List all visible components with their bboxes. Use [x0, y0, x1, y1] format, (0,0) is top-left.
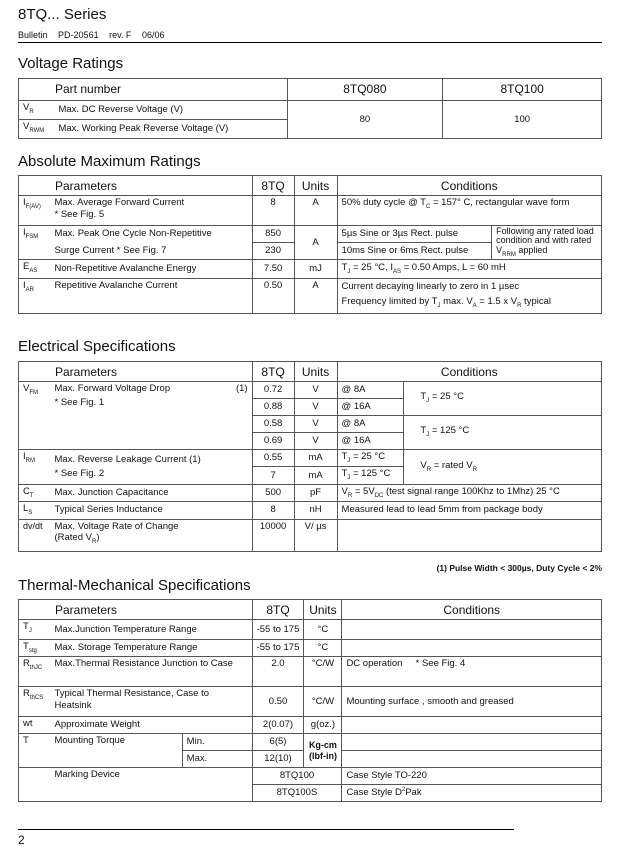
unit-iar: A [294, 279, 337, 314]
value-irm-1: 0.55 [252, 450, 294, 467]
value-vfm-3: 0.58 [252, 416, 294, 433]
bulletin-line [18, 30, 172, 40]
value-ls: 8 [252, 502, 294, 519]
header-parameters: Parameters [19, 176, 253, 196]
absolute-max-table [18, 175, 602, 314]
value-ifsm-1: 850 [252, 226, 294, 243]
unit-irm-1: mA [294, 450, 337, 467]
value-8tq100: 100 [443, 101, 602, 139]
symbol-vrwm: $V_{RWM}$ [19, 120, 55, 139]
bulletin-doc: PD-20561 [58, 30, 99, 40]
param-marking-device: Marking Device [50, 768, 252, 802]
param-junction-temp: Max.Junction Temperature Range [50, 620, 252, 640]
header-units: Units [294, 176, 337, 196]
param-junction-capacitance: Max. Junction Capacitance [50, 484, 252, 501]
unit-rthjc: °C/W [304, 657, 342, 687]
case-style-d2pak: Case Style $D^2Pak$ [342, 785, 602, 802]
cond-ifav: 50% duty cycle @ $T_C = 157^\circ$ C, rectangular wave form [337, 196, 601, 226]
part-8tq080: 8TQ080 [287, 79, 443, 101]
cond-ifsm-following: Following any rated load condition and with rated $V_{RRM}$ applied [492, 226, 602, 260]
cond-ifsm-2: 10ms Sine or 6ms Rect. pulse [337, 243, 492, 260]
header-conditions: Conditions [337, 176, 601, 196]
param-mounting-torque: Mounting Torque [50, 734, 182, 768]
part-number-header: Part number [19, 79, 288, 101]
symbol-ifsm: $I_{FSM}$ [19, 226, 51, 243]
header-8tq: 8TQ [252, 600, 304, 620]
symbol-ct: $C_T$ [19, 484, 51, 501]
value-rthcs: 0.50 [252, 687, 304, 717]
param-rth-case-heatsink: Typical Thermal Resistance, Case to Heatsink [50, 687, 252, 717]
value-wt: 2(0.07) [252, 717, 304, 734]
torque-min-label: Min. [182, 734, 252, 751]
cond-vfm-tj125: $T_J = 125$ °C [404, 416, 602, 450]
cond-vfm-1: @ 8A [337, 382, 404, 399]
symbol-torque: T [19, 734, 51, 768]
electrical-title: Electrical Specifications [18, 338, 176, 355]
cond-iar: Current decaying linearly to zero in 1 µsec Frequency limited by $T_J$ max. $V_A = 1.5$ x $V_R$ typical [337, 279, 601, 314]
param-storage-temp: Max. Storage Temperature Range [50, 640, 252, 657]
unit-eas: mJ [294, 260, 337, 279]
cond-irm-2: $T_J = 125$ °C [337, 467, 404, 484]
symbol-tstg: $T_{stg}$ [19, 640, 51, 657]
param-reverse-leakage: Max. Reverse Leakage Current (1) * See Fig. 2 [50, 450, 252, 485]
unit-ls: nH [294, 502, 337, 519]
cond-ct: $V_R = 5V_{DC}$ (test signal range 100Khz to 1Mhz) 25 °C [337, 484, 601, 501]
param-dc-reverse-voltage: Max. DC Reverse Voltage (V) [54, 101, 287, 120]
cond-vfm-2: @ 16A [337, 399, 404, 416]
unit-ct: pF [294, 484, 337, 501]
unit-dvdt: V/ µs [294, 519, 337, 551]
header-rule [18, 42, 602, 43]
header-parameters: Parameters [19, 600, 253, 620]
unit-ifsm: A [294, 226, 337, 260]
symbol-wt: wt [19, 717, 51, 734]
unit-ifav: A [294, 196, 337, 226]
param-weight: Approximate Weight [50, 717, 252, 734]
cond-ifsm-1: 5µs Sine or 3µs Rect. pulse [337, 226, 492, 243]
value-dvdt: 10000 [252, 519, 294, 551]
header-conditions: Conditions [342, 600, 602, 620]
value-eas: 7.50 [252, 260, 294, 279]
value-vfm-1: 0.72 [252, 382, 294, 399]
header-conditions: Conditions [337, 362, 601, 382]
cond-vfm-tj25: $T_J = 25$ °C [404, 382, 602, 416]
value-tstg: -55 to 175 [252, 640, 304, 657]
param-forward-voltage: Max. Forward Voltage Drop (1) * See Fig. 1 [50, 382, 252, 450]
cond-ls: Measured lead to lead 5mm from package body [337, 502, 601, 519]
unit-vfm-2: V [294, 399, 337, 416]
unit-wt: g(oz.) [304, 717, 342, 734]
unit-vfm-1: V [294, 382, 337, 399]
symbol-ifav: $I_{F(AV)}$ [19, 196, 51, 226]
unit-vfm-4: V [294, 433, 337, 450]
header-parameters: Parameters [19, 362, 253, 382]
param-voltage-rate: Max. Voltage Rate of Change (Rated $V_R$) [50, 519, 252, 551]
symbol-tj: $T_J$ [19, 620, 51, 640]
cond-eas: $T_J = 25$ °C, $I_{AS} = 0.50$ Amps, L = 60 mH [337, 260, 601, 279]
footer-rule [18, 829, 514, 830]
cond-irm-vr: $V_R$ = rated $V_R$ [404, 450, 602, 485]
value-8tq080: 80 [287, 101, 443, 139]
value-ifsm-2: 230 [252, 243, 294, 260]
unit-vfm-3: V [294, 416, 337, 433]
unit-tj: °C [304, 620, 342, 640]
param-avalanche-energy: Non-Repetitive Avalanche Energy [50, 260, 252, 279]
cond-irm-1: $T_J = 25$ °C [337, 450, 404, 467]
bulletin-rev: rev. F [109, 30, 132, 40]
value-tj: -55 to 175 [252, 620, 304, 640]
voltage-ratings-title: Voltage Ratings [18, 55, 124, 72]
absolute-max-title: Absolute Maximum Ratings [18, 153, 201, 170]
symbol-vfm: $V_{FM}$ [19, 382, 51, 450]
value-irm-2: 7 [252, 467, 294, 484]
value-iar: 0.50 [252, 279, 294, 314]
param-working-peak-reverse-voltage: Max. Working Peak Reverse Voltage (V) [54, 120, 287, 139]
marking-8tq100s: 8TQ100S [252, 785, 342, 802]
header-units: Units [304, 600, 342, 620]
cond-vfm-3: @ 8A [337, 416, 404, 433]
symbol-vr: $V_R$ [19, 101, 55, 120]
bulletin-label: Bulletin [18, 30, 48, 40]
series-title: 8TQ... Series [18, 6, 107, 23]
header-units: Units [294, 362, 337, 382]
symbol-ls: $L_S$ [19, 502, 51, 519]
value-ct: 500 [252, 484, 294, 501]
page-number: 2 [18, 833, 25, 847]
symbol-iar: $I_{AR}$ [19, 279, 51, 314]
voltage-ratings-table [18, 78, 602, 139]
cond-rthcs: Mounting surface , smooth and greased [342, 687, 602, 717]
unit-torque: Kg-cm (lbf-in) [304, 734, 342, 768]
symbol-dvdt: dv/dt [19, 519, 51, 551]
unit-rthcs: °C/W [304, 687, 342, 717]
value-torque-min: 6(5) [252, 734, 304, 751]
thermal-table [18, 599, 602, 802]
case-style-to220: Case Style TO-220 [342, 768, 602, 785]
unit-irm-2: mA [294, 467, 337, 484]
footnote: (1) Pulse Width < 300µs, Duty Cycle < 2% [436, 563, 602, 573]
part-8tq100: 8TQ100 [443, 79, 602, 101]
param-series-inductance: Typical Series Inductance [50, 502, 252, 519]
symbol-irm: $I_{RM}$ [19, 450, 51, 485]
param-avg-forward-current: Max. Average Forward Current * See Fig. 5 [50, 196, 252, 226]
torque-max-label: Max. [182, 751, 252, 768]
thermal-title: Thermal-Mechanical Specifications [18, 577, 251, 594]
cond-vfm-4: @ 16A [337, 433, 404, 450]
symbol-rthcs: $R_{thCS}$ [19, 687, 51, 717]
param-peak-surge-1: Max. Peak One Cycle Non-Repetitive [50, 226, 252, 243]
param-peak-surge-2: Surge Current * See Fig. 7 [50, 243, 252, 260]
header-8tq: 8TQ [252, 362, 294, 382]
bulletin-date: 06/06 [141, 30, 165, 40]
value-vfm-2: 0.88 [252, 399, 294, 416]
symbol-rthjc: $R_{thJC}$ [19, 657, 51, 687]
electrical-table [18, 361, 602, 552]
value-rthjc: 2.0 [252, 657, 304, 687]
value-vfm-4: 0.69 [252, 433, 294, 450]
param-rth-junction-case: Max.Thermal Resistance Junction to Case [50, 657, 252, 687]
marking-8tq100: 8TQ100 [252, 768, 342, 785]
value-ifav: 8 [252, 196, 294, 226]
header-8tq: 8TQ [252, 176, 294, 196]
cond-rthjc: DC operation * See Fig. 4 [342, 657, 602, 687]
symbol-eas: $E_{AS}$ [19, 260, 51, 279]
unit-tstg: °C [304, 640, 342, 657]
value-torque-max: 12(10) [252, 751, 304, 768]
param-avalanche-current: Repetitive Avalanche Current [50, 279, 252, 314]
